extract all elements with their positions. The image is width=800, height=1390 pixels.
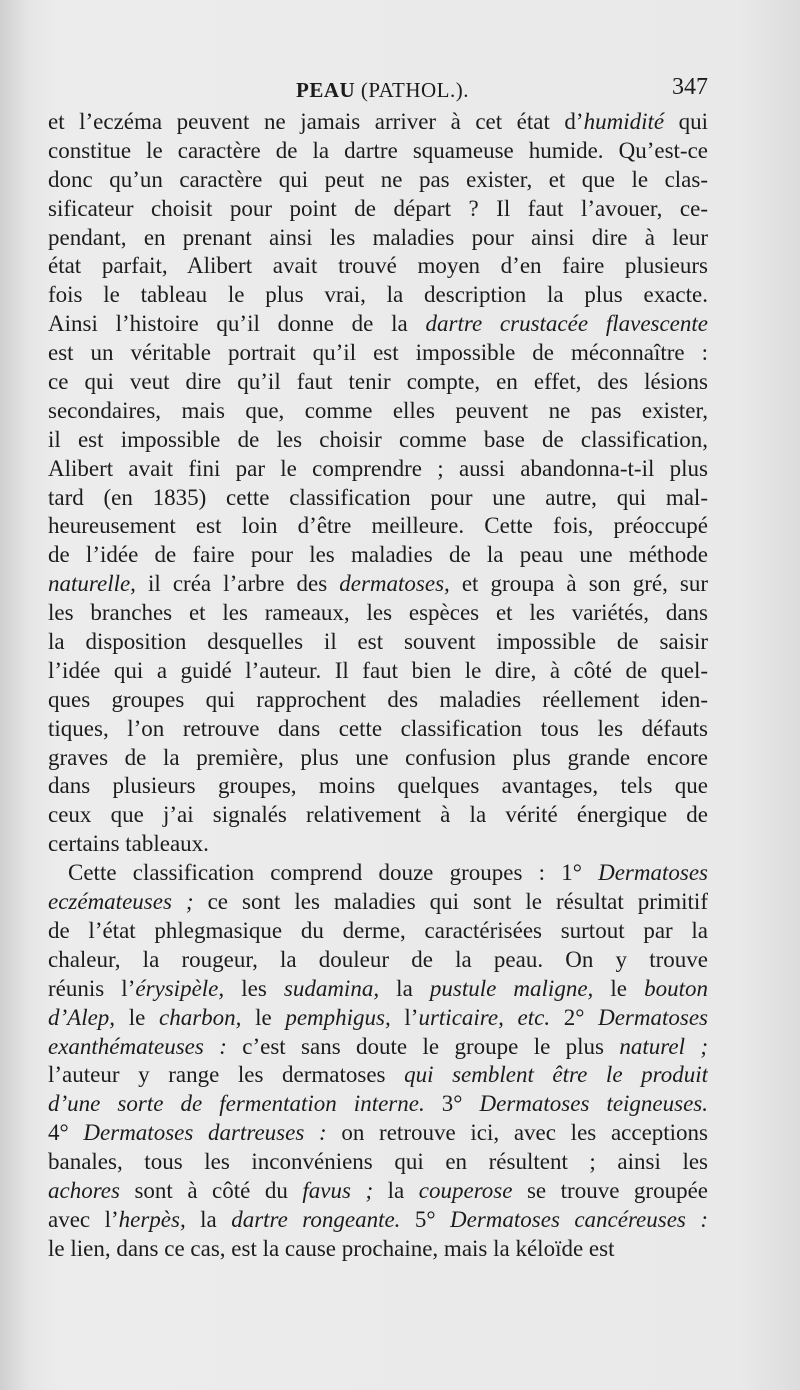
text-segment: certains tableaux. [48,831,209,857]
text-segment: donc qu’un caractère qui peut ne pas exister, et que le clas- [48,166,708,192]
text-segment: dans plusieurs groupes, moins quelques avantages, tels que [48,773,708,799]
text-segment: chaleur, la rougeur, la douleur de la peau. On y trouve [48,946,708,972]
text-segment: le [115,1004,159,1030]
text-line [48,137,708,166]
text-line [48,975,708,1004]
text-segment: graves de la première, plus une confusion plus grande encore [48,744,708,770]
italic-text: érysipèle, [135,975,225,1001]
text-line [48,1177,708,1206]
italic-text: qui semblent être le produit [404,1062,708,1088]
text-segment: 5° [400,1206,451,1232]
italic-text: charbon, [158,1004,242,1030]
text-segment: le lien, dans ce cas, est la cause prochaine, mais la kéloïde est [48,1235,615,1261]
text-segment: ce sont les maladies qui sont le résultat primitif [193,889,708,915]
italic-text: Dermatoses [598,860,708,886]
text-segment: sificateur choisit pour point de départ ? Il faut l’avouer, ce- [48,195,708,221]
text-line [48,1119,708,1148]
italic-text: urticaire, etc. [418,1004,551,1030]
italic-text: d’une sorte de fermentation interne. [48,1091,425,1117]
text-line [48,252,708,281]
text-line [48,310,708,339]
italic-text: dartre rongeante. [231,1206,401,1232]
text-line [48,1061,708,1090]
text-segment: ce qui veut dire qu’il faut tenir compte, en effet, des lésions [48,369,708,395]
italic-text: couperose [418,1177,513,1203]
text-segment: l’auteur y range les dermatoses [48,1062,405,1088]
text-line [48,108,708,137]
text-line [48,1090,708,1119]
text-line [48,397,708,426]
text-line [48,628,708,657]
text-segment: de l’état phlegmasique du derme, caractérisées surtout par la [48,917,708,943]
text-line [48,657,708,686]
text-line [48,455,708,484]
text-line [48,1206,708,1235]
text-segment: tard (en 1835) cette classification pour une autre, qui mal- [48,484,708,510]
text-segment: fois le tableau le plus vrai, la description la plus exacte. [48,282,708,308]
text-segment: 3° [424,1091,480,1117]
text-line [48,888,708,917]
italic-text: pustule maligne, [429,975,594,1001]
text-segment: les [224,975,284,1001]
text-line [48,195,708,224]
body-text [48,108,708,1264]
text-line [48,1033,708,1062]
text-segment: secondaires, mais que, comme elles peuvent ne pas exister, [48,397,708,423]
text-segment: on retrouve ici, avec les acceptions [326,1120,708,1146]
text-segment: et groupa à son gré, sur [449,571,708,597]
text-segment: c’est sans doute le groupe le plus [226,1033,620,1059]
text-segment: qui [664,109,708,134]
text-segment: est un véritable portrait qu’il est impossible de méconnaître : [48,340,708,366]
text-line [48,946,708,975]
text-line [48,859,708,888]
text-segment: de l’idée de faire pour les maladies de la peau une méthode [48,542,708,568]
italic-text: humidité [583,109,665,134]
text-segment: il est impossible de les choisir comme base de classification, [48,426,708,452]
text-line [48,917,708,946]
running-header [48,72,708,106]
italic-text: Dermatoses [598,1004,708,1030]
text-line [48,368,708,397]
text-line [48,599,708,628]
text-line [48,1004,708,1033]
text-segment: se trouve groupée [512,1177,708,1203]
text-line [48,570,708,599]
italic-text: d’Alep, [48,1004,116,1030]
text-line [48,715,708,744]
text-line [48,830,708,859]
text-line [48,1235,708,1264]
running-title-suffix: (PATHOL.). [360,78,469,102]
text-segment: ceux que j’ai signalés relativement à la vérité énergique de [48,802,708,828]
italic-text: bouton [644,975,708,1001]
italic-text: dartre crustacée flavescente [425,311,708,337]
text-segment: réunis l’ [48,975,136,1001]
text-segment: il créa l’arbre des [135,571,340,597]
text-line [48,281,708,310]
text-segment: le [241,1004,286,1030]
text-segment: ques groupes qui rapprochent des maladies réellement iden- [48,686,708,712]
italic-text: Dermatoses cancéreuses : [450,1206,708,1232]
running-title-main: PEAU [296,78,356,102]
text-line [48,744,708,773]
italic-text: Dermatoses dartreuses : [83,1120,327,1146]
text-segment: Ainsi l’histoire qu’il donne de la [48,311,426,337]
italic-text: Dermatoses teigneuses. [479,1091,708,1117]
text-segment: la [185,1206,232,1232]
text-line [48,1148,708,1177]
text-line [48,426,708,455]
text-line [48,541,708,570]
italic-text: eczémateuses ; [48,889,194,915]
text-segment: l’idée qui a guidé l’auteur. Il faut bien le dire, à côté de quel- [48,657,708,683]
italic-text: naturel ; [619,1033,708,1059]
text-segment: 4° [48,1120,84,1146]
text-segment: 2° [550,1004,599,1030]
text-segment: constitue le caractère de la dartre squameuse humide. Qu’est-ce [48,137,708,163]
text-segment: et l’eczéma peuvent ne jamais arriver à cet état d’ [48,109,584,134]
italic-text: naturelle, [48,571,136,597]
italic-text: achores [48,1177,120,1203]
text-line [48,686,708,715]
italic-text: exanthémateuses : [48,1033,227,1059]
text-segment: sont à côté du [119,1177,303,1203]
text-line [48,512,708,541]
text-segment: banales, tous les inconvéniens qui en résultent ; ainsi les [48,1149,708,1175]
italic-text: dermatoses, [339,571,450,597]
text-line [48,339,708,368]
text-segment: l’ [390,1004,419,1030]
text-segment: la [379,975,430,1001]
running-title [296,78,469,103]
italic-text: herpès, [118,1206,186,1232]
italic-text: favus ; [302,1177,374,1203]
text-segment: avec l’ [48,1206,119,1232]
text-line [48,166,708,195]
text-segment: tiques, l’on retrouve dans cette classification tous les défauts [48,715,708,741]
text-segment: pendant, en prenant ainsi les maladies pour ainsi dire à leur [48,224,708,250]
italic-text: pemphigus, [285,1004,391,1030]
text-line [48,772,708,801]
text-segment: état parfait, Alibert avait trouvé moyen d’en faire plusieurs [48,253,708,279]
text-segment: la disposition desquelles il est souvent impossible de saisir [48,629,708,655]
text-line [48,801,708,830]
text-line [48,484,708,513]
text-segment: la [373,1177,419,1203]
text-line [48,224,708,253]
text-segment: Alibert avait fini par le comprendre ; aussi abandonna-t-il plus [48,455,708,481]
italic-text: sudamina, [283,975,380,1001]
text-segment: Cette classification comprend douze groupes : 1° [68,860,599,886]
text-segment: les branches et les rameaux, les espèces et les variétés, dans [48,600,708,626]
page-number: 347 [672,74,708,100]
text-segment: heureusement est loin d’être meilleure. Cette fois, préoccupé [48,513,708,539]
text-segment: le [593,975,645,1001]
